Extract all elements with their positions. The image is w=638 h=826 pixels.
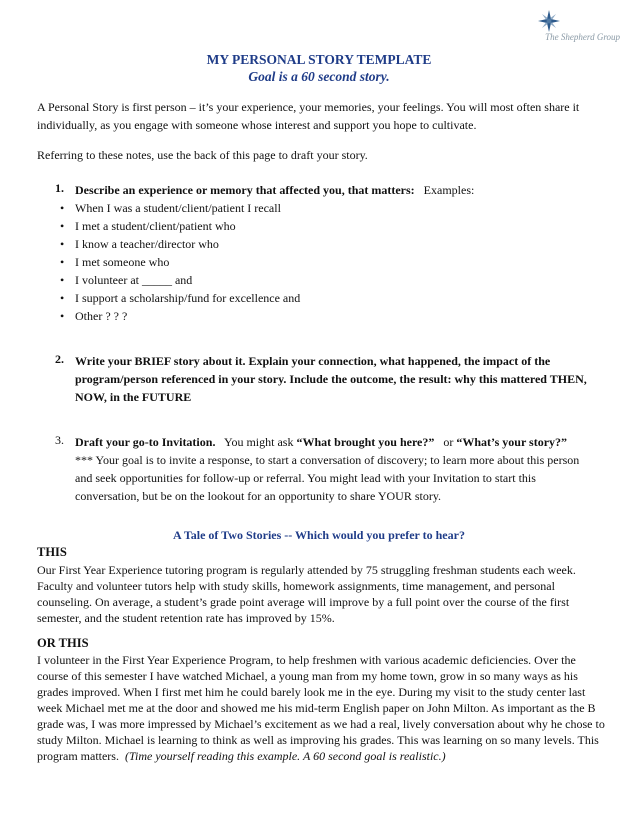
step3-lead: You might ask <box>224 435 294 449</box>
company-logo <box>500 10 620 46</box>
bullet-dot-icon: • <box>60 255 65 269</box>
list-item: • I met someone who <box>60 255 170 269</box>
step1-heading: Describe an experience or memory that affected you, that matters: <box>75 183 415 197</box>
bullet-dot-icon: • <box>60 291 65 305</box>
step3-number: 3. <box>55 433 64 447</box>
tale-title: A Tale of Two Stories -- Which would you prefer to hear? <box>173 528 465 542</box>
step3-question-2: “What’s your story?” <box>456 435 568 449</box>
list-item: • I know a teacher/director who <box>60 237 219 251</box>
step2-text: Write your BRIEF story about it. Explain your connection, what happened, the impact of the program/person referenced in your story. Include the outcome, the result: why this mattered THEN, NOW, in the FUTURE <box>75 354 587 404</box>
bullet-dot-icon: • <box>60 237 65 251</box>
or-this-body <box>37 652 607 764</box>
bullet-dot-icon: • <box>60 219 65 233</box>
logo-text: The Shepherd Group <box>545 32 620 42</box>
step3-or: or <box>443 435 454 449</box>
step3-text <box>75 433 595 505</box>
bullet-dot-icon: • <box>60 309 65 323</box>
page-title: MY PERSONAL STORY TEMPLATE <box>206 52 432 67</box>
this-heading: THIS <box>37 545 67 559</box>
bullet-dot-icon: • <box>60 273 65 287</box>
step2-number: 2. <box>55 352 64 366</box>
or-this-heading: OR THIS <box>37 636 89 650</box>
bullet-dot-icon: • <box>60 201 65 215</box>
compass-star-icon <box>538 10 560 32</box>
step3-heading: Draft your go-to Invitation. <box>75 435 216 449</box>
list-item: • When I was a student/client/patient I recall <box>60 201 281 215</box>
timing-note: (Time yourself reading this example. A 60 second goal is realistic.) <box>124 749 446 763</box>
list-item: • I volunteer at _____ and <box>60 273 193 287</box>
step1-number: 1. <box>55 181 64 195</box>
example-bullet-list <box>60 199 580 325</box>
referring-paragraph: Referring to these notes, use the back of this page to draft your story. <box>37 148 368 162</box>
intro-paragraph: A Personal Story is first person – it’s your experience, your memories, your feelings. You will most often share it individually, as you engage with someone whose interest and support you hope to cultivate. <box>37 100 580 132</box>
page-subtitle: Goal is a 60 second story. <box>248 69 390 84</box>
list-item: • I support a scholarship/fund for excellence and <box>60 291 301 305</box>
step1-text <box>75 181 595 199</box>
list-item: • Other ? ? ? <box>60 309 128 323</box>
step3-question-1: “What brought you here?” <box>296 435 435 449</box>
step3-body: *** Your goal is to invite a response, to start a conversation of discovery; to learn more about this person and seek opportunities for follow-up or referral. You might lead with your Invitation to start this conversation, but be on the lookout for an opportunity to share YOUR story. <box>75 453 580 503</box>
list-item: • I met a student/client/patient who <box>60 219 236 233</box>
step1-examples-label: Examples: <box>423 183 475 197</box>
or-this-text: I volunteer in the First Year Experience Program, to help freshmen with various academic deficiencies. Over the course of this semester I have watched Michael, a young man from my home town, grow in so many ways as his grades improved. When I first met him he could barely look me in the eye. During my visit to the study center last week Michael met me at the door and showed me his mid-term English paper on John Milton. As important as the B grade was, I was more impressed by Michael’s excitement as we had a real, lively conversation about why he chose to study Milton. Michael is learning to think as well as improving his grades. This was learning on so many levels. This program matters. <box>37 653 605 763</box>
this-body: Our First Year Experience tutoring program is regularly attended by 75 struggling freshman students each week. Faculty and volunteer tutors help with study skills, homework assignments, time management, and personal counseling. On average, a student’s grade point average will improve by a full point over the course of the first semester, and the student retention rate has improved by 15%. <box>37 563 576 625</box>
